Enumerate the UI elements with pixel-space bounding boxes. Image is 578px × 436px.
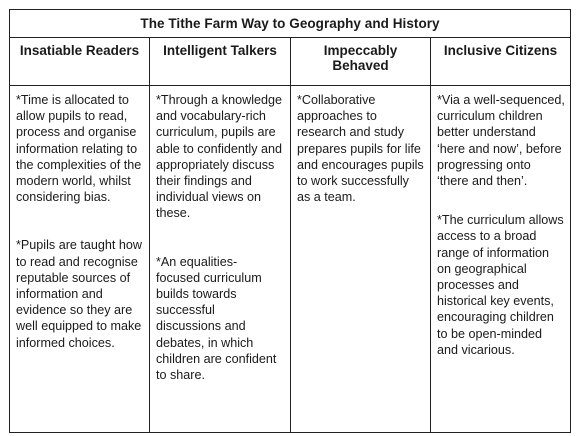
citizens-paragraph-2: *The curriculum allows access to a broad range of information on geographical processes and historical key events, encouraging children to be open-minded and vicarious. <box>437 213 564 357</box>
column-body-readers <box>10 86 150 433</box>
column-heading-behaved <box>291 38 431 86</box>
column-body-citizens <box>431 86 571 433</box>
column-heading-citizens: Inclusive Citizens <box>431 38 571 86</box>
column-heading-behaved-text: Impeccably Behaved <box>323 43 398 73</box>
column-heading-talkers: Intelligent Talkers <box>150 38 291 86</box>
column-heading-readers: Insatiable Readers <box>10 38 150 86</box>
column-body-behaved <box>291 86 431 433</box>
citizens-paragraph-1: *Via a well-sequenced, curriculum children better understand ‘here and now’, before progressing onto ‘there and then’. <box>437 93 565 189</box>
behaved-paragraph-1: *Collaborative approaches to research and study prepares pupils for life and encourages pupils to work successfully as a team. <box>297 93 424 205</box>
table-title: The Tithe Farm Way to Geography and History <box>10 10 571 38</box>
talkers-paragraph-2: *An equalities-focused curriculum builds towards successful discussions and debates, in which children are confident to share. <box>156 254 277 383</box>
column-body-talkers <box>150 86 291 433</box>
body-row <box>10 86 571 433</box>
title-row <box>10 10 571 38</box>
readers-paragraph-1: *Time is allocated to allow pupils to read, process and organise information relating to the complexities of the modern world, whilst considering bias. <box>16 93 142 205</box>
header-row <box>10 38 571 86</box>
curriculum-table <box>9 9 571 433</box>
talkers-paragraph-1: *Through a knowledge and vocabulary-rich curriculum, pupils are able to confidently and appropriately discuss their findings and individual views on these. <box>156 93 283 221</box>
readers-paragraph-2: *Pupils are taught how to read and recognise reputable sources of information and evidence so they are well equipped to make informed choices. <box>16 238 143 350</box>
